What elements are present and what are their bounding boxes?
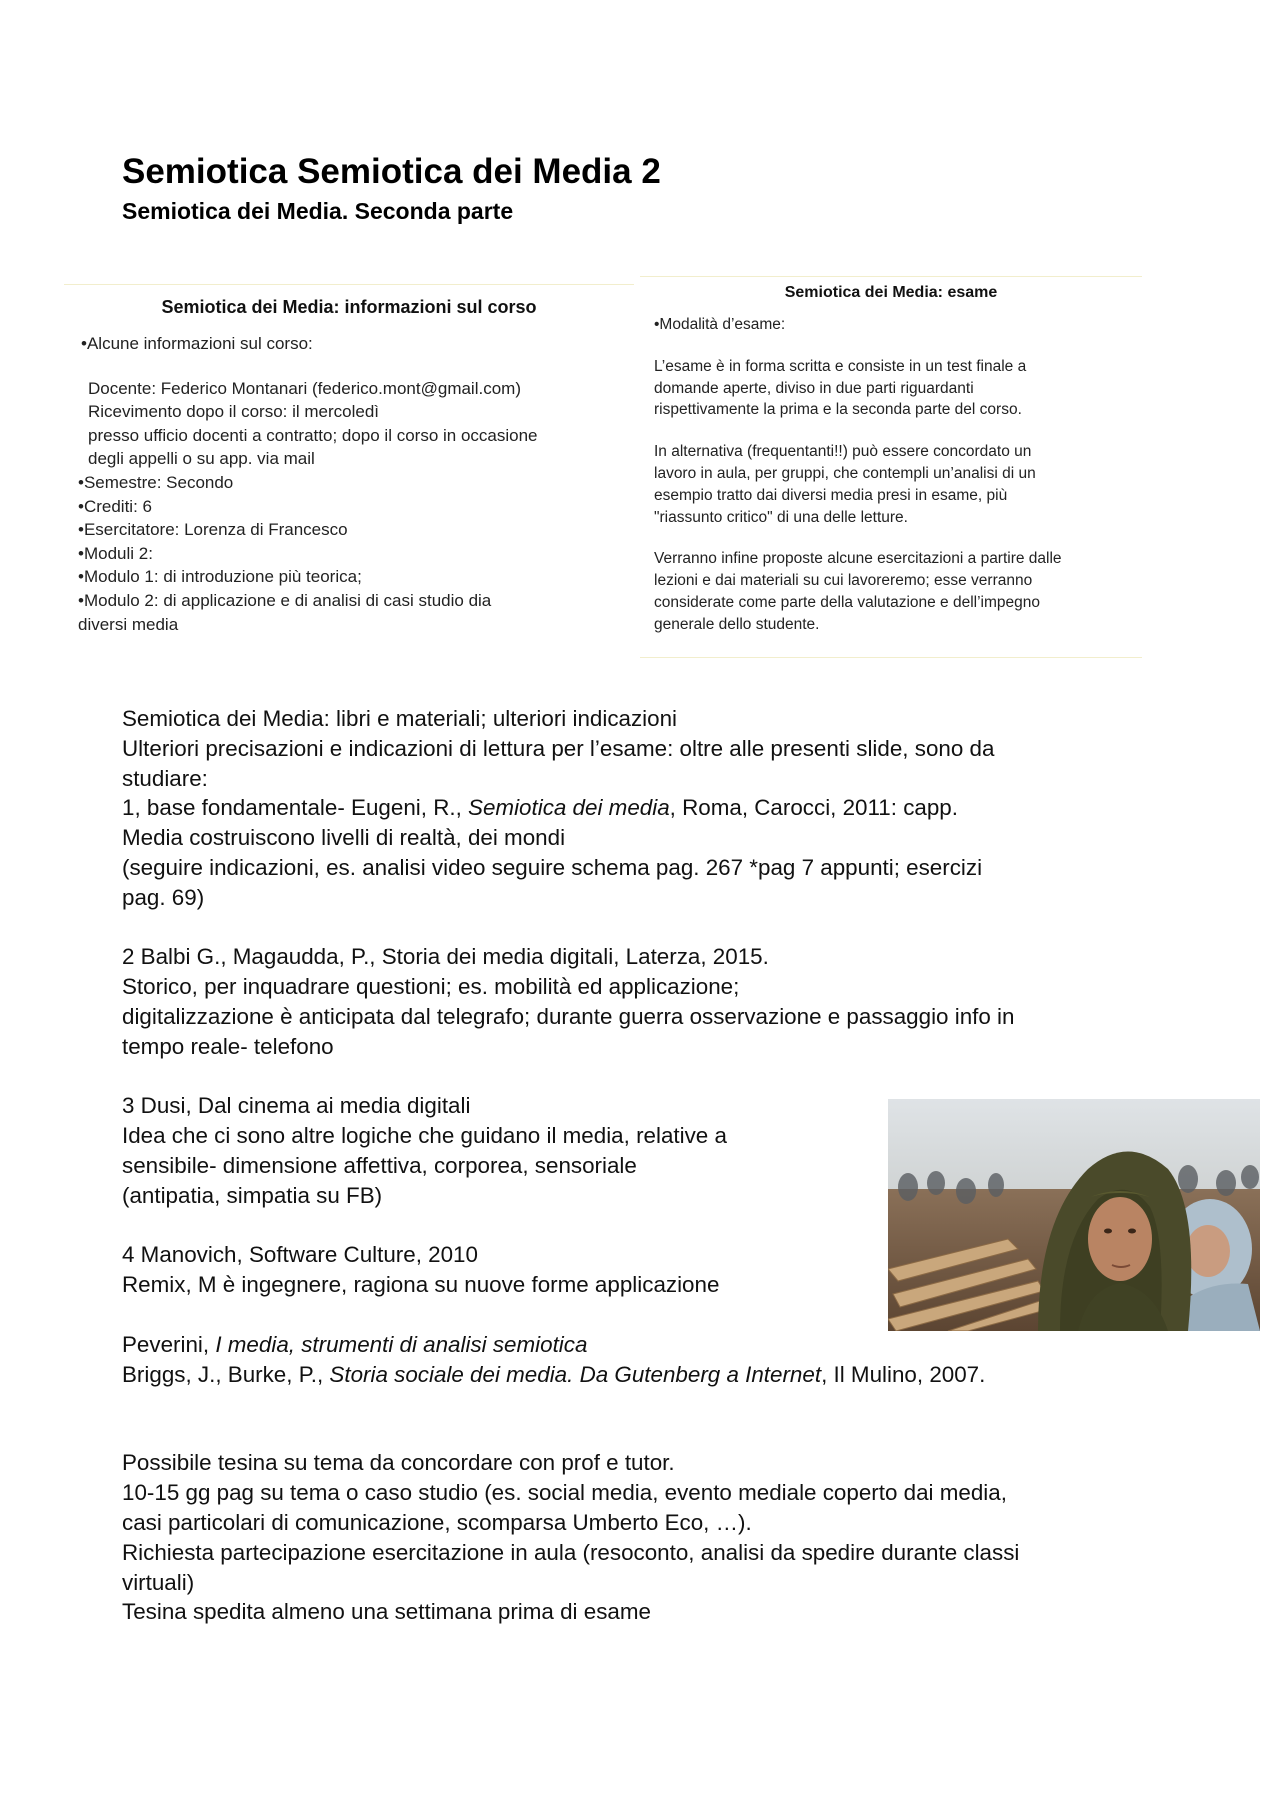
- tesina-section: [122, 1448, 1162, 1627]
- text-line: Tesina spedita almeno una settimana prima di esame: [122, 1599, 651, 1625]
- slide-line: rispettivamente la prima e la seconda parte del corso.: [654, 401, 1022, 419]
- slide-line: degli appelli o su app. via mail: [88, 449, 315, 469]
- text-line: Media costruiscono livelli di realtà, dei mondi: [122, 825, 566, 851]
- slide-line: generale dello studente.: [654, 615, 820, 633]
- slide-course-info: [64, 284, 634, 655]
- page-title: Semiotica Semiotica dei Media 2: [122, 152, 661, 191]
- reading-section-2: [122, 942, 1162, 1061]
- slide-bullet: diversi media: [78, 614, 179, 634]
- text-line: casi particolari di comunicazione, scomparsa Umberto Eco, …).: [122, 1509, 752, 1535]
- page-subtitle: Semiotica dei Media. Seconda parte: [122, 198, 514, 224]
- text-line: studiare:: [122, 765, 208, 791]
- text-line: sensibile- dimensione affettiva, corporea, sensoriale: [122, 1152, 637, 1178]
- reference-briggs: Briggs, J., Burke, P., Storia sociale dei media. Da Gutenberg a Internet, Il Mulino, 2007.: [122, 1361, 986, 1387]
- slide-exam-intro: •Modalità d’esame:: [654, 316, 786, 333]
- text-line: Semiotica dei Media: libri e materiali; ulteriori indicazioni: [122, 706, 678, 731]
- text-line: Remix, M è ingegnere, ragiona su nuove forme applicazione: [122, 1272, 720, 1298]
- reading-section-5: [122, 1330, 1162, 1390]
- slide-line: lavoro in aula, per gruppi, che contempli un’analisi di un: [654, 464, 1036, 482]
- book-title: Semiotica dei media: [468, 795, 670, 821]
- slide-line: Ricevimento dopo il corso: il mercoledì: [88, 402, 380, 422]
- text-line: Possibile tesina su tema da concordare con prof e tutor.: [122, 1450, 675, 1476]
- text-line: 10-15 gg pag su tema o caso studio (es. social media, evento mediale coperto dai media,: [122, 1480, 1007, 1506]
- text-line: tempo reale- telefono: [122, 1033, 334, 1059]
- slide-course-info-intro: •Alcune informazioni sul corso:: [81, 334, 313, 353]
- text-line: (antipatia, simpatia su FB): [122, 1182, 383, 1208]
- text-line: pag. 69): [122, 884, 205, 910]
- text-line: 4 Manovich, Software Culture, 2010: [122, 1242, 478, 1268]
- text-line: 2 Balbi G., Magaudda, P., Storia dei media digitali, Laterza, 2015.: [122, 944, 769, 970]
- text-line: (seguire indicazioni, es. analisi video seguire schema pag. 267 *pag 7 appunti; esercizi: [122, 854, 983, 880]
- text-line: digitalizzazione è anticipata dal telegrafo; durante guerra osservazione e passaggio info in: [122, 1003, 1015, 1029]
- slide-line: presso ufficio docenti a contratto; dopo il corso in occasione: [88, 425, 538, 445]
- book-title: Storia sociale dei media. Da Gutenberg a Internet: [329, 1361, 822, 1387]
- slide-bullet: •Modulo 1: di introduzione più teorica;: [78, 567, 362, 587]
- slide-line: considerate come parte della valutazione e dell’impegno: [654, 593, 1041, 611]
- slide-bullet: •Modulo 2: di applicazione e di analisi di casi studio dia: [78, 590, 492, 610]
- text-line: Richiesta partecipazione esercitazione in aula (resoconto, analisi da spedire durante classi: [122, 1539, 1020, 1565]
- slide-course-info-title: Semiotica dei Media: informazioni sul corso: [161, 297, 537, 317]
- news-photo-woman-headscarf: [888, 1099, 1260, 1331]
- slide-bullet: •Crediti: 6: [78, 496, 152, 516]
- reference-eugeni: 1, base fondamentale- Eugeni, R., Semiotica dei media, Roma, Carocci, 2011: capp.: [122, 795, 958, 821]
- text-line: 3 Dusi, Dal cinema ai media digitali: [122, 1093, 471, 1119]
- slide-exam: [640, 276, 1142, 658]
- slide-exam-title: Semiotica dei Media: esame: [784, 284, 998, 301]
- text-line: Ulteriori precisazioni e indicazioni di lettura per l’esame: oltre alle presenti slide, sono da: [122, 735, 995, 761]
- slide-bullet: •Moduli 2:: [78, 543, 153, 563]
- slide-line: Docente: Federico Montanari (federico.mont@gmail.com): [88, 378, 521, 398]
- text-line: Storico, per inquadrare questioni; es. mobilità ed applicazione;: [122, 974, 740, 1000]
- slide-line: lezioni e dai materiali su cui lavoreremo; esse verranno: [654, 572, 1033, 590]
- reading-section-1: [122, 704, 1162, 913]
- slide-line: Verranno infine proposte alcune esercitazioni a partire dalle: [654, 550, 1062, 568]
- text-line: Idea che ci sono altre logiche che guidano il media, relative a: [122, 1123, 727, 1149]
- photo-illustration: [888, 1099, 1260, 1331]
- text-line: virtuali): [122, 1569, 195, 1595]
- slide-bullet: •Esercitatore: Lorenza di Francesco: [78, 520, 348, 540]
- slide-line: In alternativa (frequentanti!!) può essere concordato un: [654, 443, 1032, 461]
- slide-line: domande aperte, diviso in due parti riguardanti: [654, 379, 974, 397]
- slide-line: L’esame è in forma scritta e consiste in un test finale a: [654, 357, 1027, 375]
- reference-peverini: Peverini, I media, strumenti di analisi semiotica: [122, 1331, 588, 1357]
- slide-bullet: •Semestre: Secondo: [78, 472, 234, 492]
- slide-line: "riassunto critico" di una delle letture.: [654, 508, 908, 526]
- book-title: I media, strumenti di analisi semiotica: [215, 1331, 588, 1357]
- slide-line: esempio tratto dai diversi media presi in esame, più: [654, 486, 1008, 504]
